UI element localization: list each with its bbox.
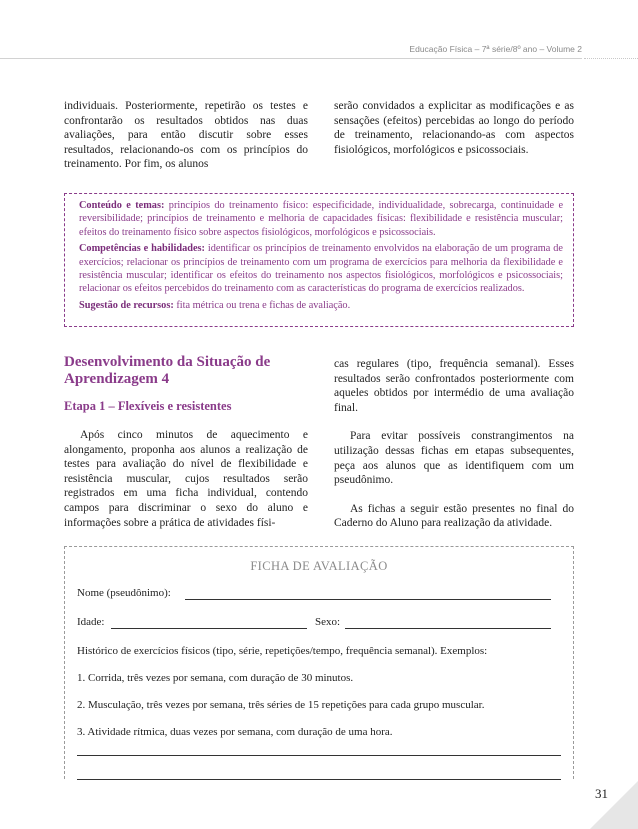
page-number: 31	[595, 786, 608, 801]
body-left-column	[64, 428, 308, 530]
sexo-label: Sexo:	[315, 616, 341, 628]
body-right-column	[334, 357, 574, 531]
header-rule-dotted	[584, 58, 638, 59]
example-item-1: 1. Corrida, três vezes por semana, com duração de 30 minutos.	[77, 672, 354, 684]
intro-left-text: individuais. Posteriormente, repetirão os testes e confrontarão os resultados obtidos nas duas avaliações, para então discutir sobre esses resultados, relacionando-os com os princípios do treinamento. Por fim, os alunos	[64, 100, 308, 171]
idade-label: Idade:	[77, 616, 105, 628]
body-right-paragraph-1: cas regulares (tipo, frequência semanal). Esses resultados serão confrontados posteriormente com aqueles obtidos por intermédio de uma avaliação final.	[334, 358, 574, 414]
form-title: FICHA DE AVALIAÇÃO	[250, 559, 388, 573]
intro-right-text: serão convidados a explicitar as modificações e as sensações (efeitos) percebidas ao longo do período de treinamento, relacionando-as com aspectos fisiológicos, morfológicos e psicossociais.	[334, 100, 574, 156]
body-right-paragraph-2: Para evitar possíveis constrangimentos na utilização dessas fichas em etapas subsequentes, peça aos alunos que as identifiquem com um pseudônimo.	[334, 430, 574, 487]
body-left-paragraph: Após cinco minutos de aquecimento e alongamento, proponha aos alunos a realização de testes para avaliação do nível de flexibilidade e resistência muscular, cujos resultados serão registrados em uma ficha individual, contendo campos para discriminar o sexo do aluno e informações sobre a prática de atividades físi-	[64, 429, 308, 529]
conteudo-label: Conteúdo e temas:	[79, 200, 165, 211]
header-rule	[0, 58, 582, 59]
intro-right-column	[334, 99, 574, 157]
competencias-paragraph	[79, 242, 563, 296]
conteudo-text: princípios do treinamento físico: especificidade, individualidade, sobrecarga, continuidade e reversibilidade; princípios de treinamento e melhoria de capacidades físicas: flexibilidade e resistência muscular; efeitos do treinamento físico sobre aspectos fisiológicos, morfológicos e psicossociais.	[79, 200, 564, 238]
answer-line-1[interactable]	[77, 755, 561, 756]
page-corner-decoration	[590, 781, 638, 829]
example-item-3: 3. Atividade rítmica, duas vezes por semana, com duração de uma hora.	[77, 726, 393, 738]
competencias-text: identificar os princípios de treinamento envolvidos na elaboração de um programa de exercícios; relacionar os princípios de treinamento com um programa de exercícios para melhoria da flexibilidade e resistência muscular; identificar os efeitos do treinamento nos aspectos fisiológicos, morfológicos e psicossociais; relacionar os efeitos percebidos do treinamento com as características do programa de exercícios realizados.	[79, 243, 563, 295]
recursos-text: fita métrica ou trena e fichas de avaliação.	[176, 299, 351, 311]
example-item-2: 2. Musculação, três vezes por semana, três séries de 15 repetições para cada grupo muscular.	[77, 699, 485, 711]
recursos-paragraph	[79, 299, 563, 312]
evaluation-form	[64, 546, 574, 779]
content-info-box	[64, 193, 574, 327]
intro-left-column	[64, 99, 308, 172]
historico-text: Histórico de exercícios físicos (tipo, série, repetições/tempo, frequência semanal). Exemplos:	[77, 645, 488, 657]
idade-line[interactable]	[111, 628, 307, 629]
sexo-line[interactable]	[345, 628, 551, 629]
section-title: Desenvolvimento da Situação de Aprendizagem 4	[64, 354, 271, 387]
answer-line-2[interactable]	[77, 779, 561, 780]
conteudo-paragraph	[79, 199, 563, 239]
nome-line[interactable]	[185, 599, 551, 600]
etapa-title: Etapa 1 – Flexíveis e resistentes	[64, 399, 232, 413]
nome-label: Nome (pseudônimo):	[77, 587, 171, 599]
recursos-label: Sugestão de recursos:	[79, 299, 174, 311]
competencias-label: Competências e habilidades:	[79, 243, 205, 255]
running-header: Educação Física – 7ª série/8º ano – Volume 2	[409, 44, 582, 54]
body-right-paragraph-3: As fichas a seguir estão presentes no final do Caderno do Aluno para realização da atividade.	[334, 502, 574, 530]
